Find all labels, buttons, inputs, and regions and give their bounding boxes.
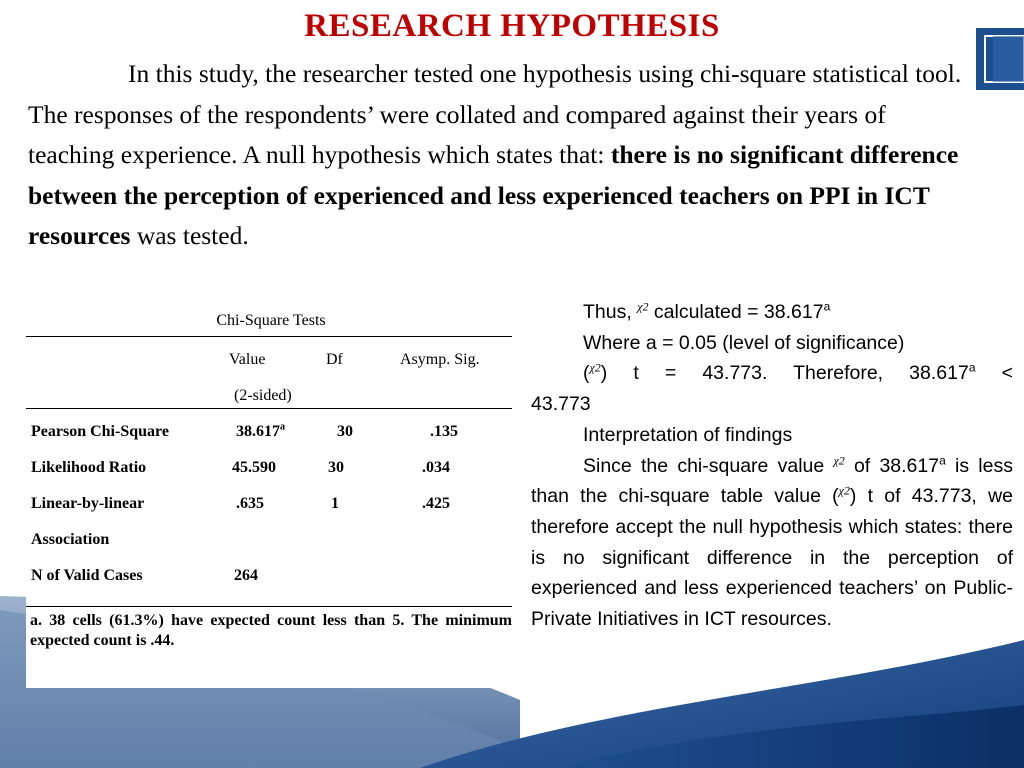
- intro-text-end: was tested.: [130, 221, 249, 250]
- table-bottom-rule: [26, 606, 512, 607]
- header-sig-sub: (2-sided): [234, 387, 292, 404]
- row-value: .635: [236, 495, 264, 512]
- alpha-line: Where a = 0.05 (level of significance): [583, 331, 905, 354]
- row-sig: .425: [422, 495, 450, 512]
- table-title: Chi-Square Tests: [216, 312, 326, 329]
- chi-square-symbol: χ2: [833, 453, 845, 468]
- row-value: 38.617$^a$: [236, 421, 285, 440]
- row-value: 45.590: [232, 459, 276, 476]
- row-df: 30: [337, 423, 353, 440]
- hypothesis-statement: there is no significant difference between the perception of experienced and less experienced teachers on PPI in ICT resources: [28, 140, 959, 250]
- chi-square-table: [26, 300, 514, 688]
- interpretation-paragraph: Since the chi-square value $^{\chi 2}$ of 38.617$^a$ is less than the chi-square table value ($^{\chi 2}$) t of 43.773, we therefore accept the null hypothesis which states: there is no significant difference in the perception of experienced and less experienced teachers’ on Public-Private Initiatives in ICT resources.: [531, 453, 1013, 631]
- chi-square-symbol: χ2: [838, 483, 850, 498]
- findings-text: [531, 297, 1013, 635]
- header-df: Df: [326, 351, 343, 368]
- row-df: 1: [331, 495, 339, 512]
- compare-line: ($^{\chi 2}$) t = 43.773. Therefore, 38.617$^a$ <: [583, 360, 1013, 385]
- interpretation-heading: Interpretation of findings: [583, 423, 793, 446]
- compare-line-cont: 43.773: [531, 393, 591, 416]
- row-value: 264: [234, 567, 258, 584]
- row-label: Linear-by-linear: [31, 495, 145, 512]
- row-label-cont: Association: [31, 531, 110, 548]
- calc-line: Thus, $^{\chi 2}$ calculated = 38.617$^a$: [583, 299, 831, 323]
- intro-text: In this study, the researcher tested one hypothesis using chi-square statistical tool. The responses of the respondents’ were collated and compared against their years of teaching experience. A null hypothesis which states that:: [28, 59, 962, 169]
- table-header-rule: [26, 408, 512, 409]
- intro-paragraph: [28, 54, 968, 257]
- row-label: Pearson Chi-Square: [31, 423, 169, 440]
- header-value: Value: [229, 351, 266, 368]
- table-footnote: a. 38 cells (61.3%) have expected count less than 5. The minimum expected count is .44.: [30, 612, 512, 649]
- row-label: Likelihood Ratio: [31, 459, 147, 476]
- header-sig: Asymp. Sig.: [400, 351, 480, 368]
- row-sig: .034: [422, 459, 450, 476]
- chi-square-symbol: χ2: [589, 360, 601, 375]
- chi-square-symbol: χ2: [637, 299, 649, 314]
- row-label: N of Valid Cases: [31, 567, 143, 584]
- table-top-rule: [26, 336, 512, 337]
- slide-title: RESEARCH HYPOTHESIS: [304, 8, 720, 44]
- row-sig: .135: [430, 423, 458, 440]
- row-df: 30: [328, 459, 344, 476]
